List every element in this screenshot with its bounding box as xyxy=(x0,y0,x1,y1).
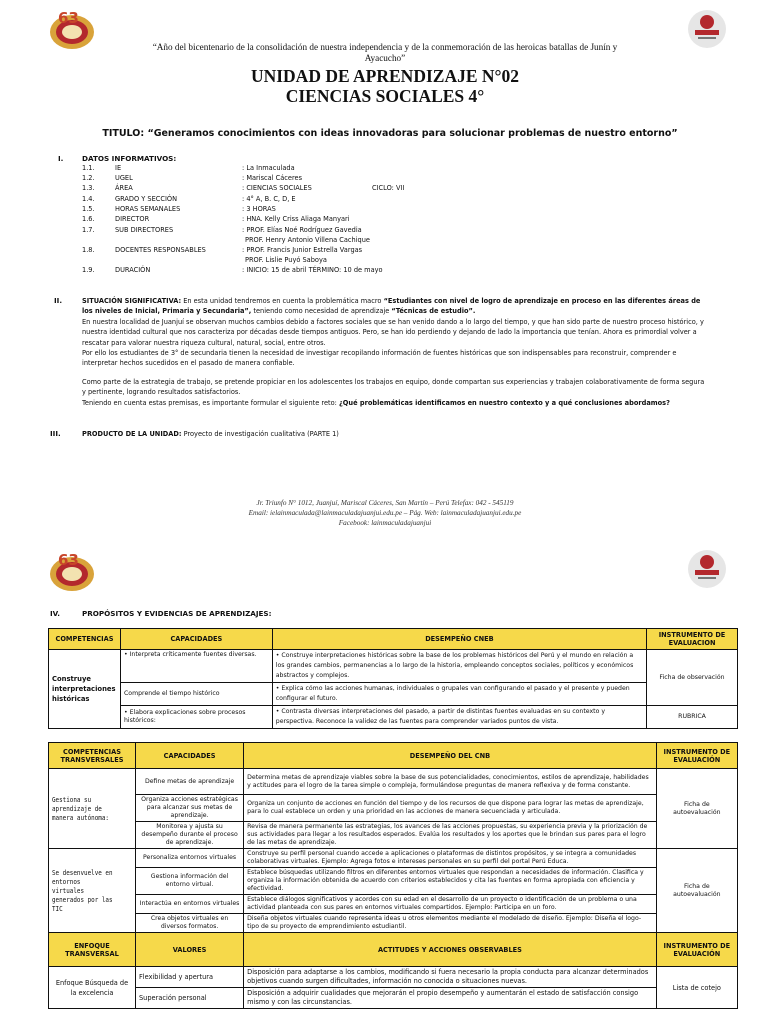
comp-entornos-cell xyxy=(49,849,136,933)
situacion-intro-text: En esta unidad tendremos en cuenta la problemática macro xyxy=(183,297,382,305)
datos-value-2: PROF. Lislie Puyó Saboya xyxy=(245,256,327,264)
comp-gestiona: Gestiona su aprendizaje de manera autónoma: xyxy=(52,794,109,822)
enfoque-cell: Enfoque Búsqueda de la excelencia xyxy=(49,967,136,1009)
situacion-p4: Teniendo en cuenta estas premisas, es importante formular el siguiente reto: xyxy=(82,399,337,407)
situacion-p1: En nuestra localidad de Juanjuí se observan muchos cambios debido a factores sociales que se han venido dando a lo largo del tiempo, y que han sido parte de nuestro proceso histórico, y nuestra identidad cultural que nos caracteriza por décadas desde tiempos antiguos. Pero, se han ido perdiendo y dejando de lado la importancia que tenían. Ahora es primordial volver a rescatar para valorar nuestra riqueza cultural, natural, social, entre otros. xyxy=(82,318,704,347)
th-capacidades: CAPACIDADES xyxy=(136,743,244,769)
th-competencias: COMPETENCIAS xyxy=(49,629,121,650)
capacidad: Comprende el tiempo histórico xyxy=(123,690,220,697)
producto-value: Proyecto de investigación cualitativa (PARTE 1) xyxy=(183,430,339,438)
svg-text:63: 63 xyxy=(58,9,79,27)
competencias-table xyxy=(48,628,738,729)
table-row xyxy=(120,683,272,706)
datos-key: SUB DIRECTORES xyxy=(115,226,174,234)
capacidad: Personaliza entornos virtuales xyxy=(136,849,244,868)
th-enfoque: ENFOQUE TRANSVERSAL xyxy=(49,933,136,967)
desempeno: Revisa de manera permanente las estrategias, los avances de las acciones propuestas, su experiencia previa y la priorización de sus actividades para llegar a los resultados esperados. Evalúa los resultados y los aportes que le brindan sus pares para el logro de las metas de aprendizaje. xyxy=(244,822,657,849)
datos-key: IE xyxy=(115,164,122,172)
datos-key: UGEL xyxy=(115,174,133,182)
desempeno: Contrasta diversas interpretaciones del pasado, a partir de distintas fuentes evaluadas en su contexto y perspectiva. Reconoce la validez de las fuentes para comprender variados puntos de vista. xyxy=(275,708,605,725)
capacidad: Define metas de aprendizaje xyxy=(136,769,244,795)
actitud: Disposición para adaptarse a los cambios, modificando si fuera necesario la propia conducta para alcanzar determinados objetivos cuando surgen dificultades, información no conocida o situaciones nuevas. xyxy=(244,967,657,988)
capacidad: Organiza acciones estratégicas para alcanzar sus metas de aprendizaje. xyxy=(136,795,244,822)
datos-value: : CIENCIAS SOCIALES xyxy=(242,184,312,192)
unit-title-line1: UNIDAD DE APRENDIZAJE N°02 xyxy=(250,66,520,86)
year-motto: “Año del bicentenario de la consolidación de nuestra independencia y de la conmemoración de las heroicas batallas de Junín y Ayacucho” xyxy=(152,42,618,63)
desempeno: Diseña objetos virtuales cuando representa ideas u otros elementos mediante el modelado de diseño. Ejemplo: Diseña el logo-tipo de su proyecto de emprendimiento estudiantil. xyxy=(244,914,657,933)
datos-num: 1.5. xyxy=(82,205,95,213)
datos-value-2: PROF. Henry Antonio Villena Cachique xyxy=(245,236,370,244)
th-desempeno: DESEMPEÑO DEL CNB xyxy=(244,743,657,769)
situacion-p3: Como parte de la estrategia de trabajo, se pretende propiciar en los adolescentes los trabajos en equipo, donde compartan sus experiencias y trabajen colaborativamente de forma segura y pertinente, logrando resultados satisfactorios. xyxy=(82,378,705,397)
capacidad: Gestiona información del entorno virtual. xyxy=(136,868,244,895)
datos-value: : PROF. Francis Junior Estrella Vargas xyxy=(242,246,363,254)
datos-value: : INICIO: 15 de abril TÉRMINO: 10 de mayo xyxy=(242,266,383,274)
section-3-number: III. xyxy=(50,429,61,438)
capacidad: Interactúa en entornos virtuales xyxy=(136,895,244,914)
situacion-need: “Técnicas de estudio”. xyxy=(391,307,476,316)
section-2-number: II. xyxy=(54,296,63,305)
th-competencias-transversales: COMPETENCIAS TRANSVERSALES xyxy=(49,743,136,769)
datos-key: DURACIÓN xyxy=(115,266,151,274)
instrumento-autoevaluacion-1: Ficha de autoevaluación xyxy=(656,769,737,849)
unit-titulo: TITULO: “Generamos conocimientos con ideas innovadoras para solucionar problemas de nuestro entorno” xyxy=(102,128,678,139)
datos-value: : HNA. Kelly Criss Aliaga Manyari xyxy=(242,215,350,223)
section-4-number: IV. xyxy=(50,609,61,618)
datos-key: ÁREA xyxy=(115,184,133,192)
datos-key: DOCENTES RESPONSABLES xyxy=(115,246,206,254)
capacidad: Monitorea y ajusta su desempeño durante el proceso de aprendizaje. xyxy=(136,822,244,849)
datos-value: : Mariscal Cáceres xyxy=(242,174,303,182)
table-row: • Explica cómo las acciones humanas, individuales o grupales van configurando el pasado y el presente y pueden configurar el futuro. xyxy=(272,683,646,706)
page-footer xyxy=(150,498,620,528)
producto-label: PRODUCTO DE LA UNIDAD: xyxy=(82,430,182,438)
school-logo-icon xyxy=(46,8,98,52)
footer-address: Jr. Triunfo N° 1012, Juanjuí, Mariscal Cáceres, San Martín – Perú Telefax: 042 - 545119 xyxy=(256,499,514,507)
unit-title xyxy=(120,66,650,106)
section-1-label: DATOS INFORMATIVOS: xyxy=(82,154,177,163)
situacion-macro: “Estudiantes con nivel de logro de aprendizaje en proceso en las diferentes áreas de los niveles de Inicial, Primaria y Secundaria”, xyxy=(82,297,701,316)
desempeno: Determina metas de aprendizaje viables sobre la base de sus potencialidades, conocimientos, estilos de aprendizaje, habilidades y actitudes para el logro de la tarea simple o compleja, formulándose preguntas de manera reflexiva y de forma constante. xyxy=(244,769,657,795)
actitud: Disposición a adquirir cualidades que mejorarán el propio desempeño y aumentarán el estado de satisfacción consigo mismo y con las circunstancias. xyxy=(244,988,657,1009)
institution-seal-icon xyxy=(682,8,732,50)
th-instrumento: INSTRUMENTO DE EVALUACION xyxy=(647,629,738,650)
table-row: • Construye interpretaciones históricas sobre la base de los problemas históricos del Perú y el mundo en relación a los grandes cambios, permanencias a lo largo de la historia, empleando conceptos sociales, políticos y económicos abstractos y complejos. xyxy=(272,650,646,683)
footer-email: Email: ielainmaculada@lainmaculadajuanjui.edu.pe – Pág. Web: lainmaculadajuanjui.edu.pe xyxy=(248,509,522,517)
table-row: • Elabora explicaciones sobre procesos históricos: xyxy=(120,706,272,729)
th-instrumento-enfoque: INSTRUMENTO DE EVALUACIÓN xyxy=(656,933,737,967)
datos-key: HORAS SEMANALES xyxy=(115,205,181,213)
desempeno: Construye su perfil personal cuando accede a aplicaciones o plataformas de distintos propósitos, y se integra a comunidades colaborativas virtuales. Ejemplo: Agrega fotos e intereses personales en su perfil del portal Perú Educa. xyxy=(244,849,657,868)
table-row: • Contrasta diversas interpretaciones del pasado, a partir de distintas fuentes evaluadas en su contexto y perspectiva. Reconoce la validez de las fuentes para comprender variados puntos de vista. xyxy=(272,706,646,729)
datos-extra: CICLO: VII xyxy=(372,184,405,192)
section-4-label: PROPÓSITOS Y EVIDENCIAS DE APRENDIZAJES: xyxy=(82,609,272,618)
datos-key: DIRECTOR xyxy=(115,215,150,223)
institution-seal-icon xyxy=(682,548,732,590)
situacion-reto-question: ¿Qué problemáticas identificamos en nuestro contexto y a qué conclusiones abordamos? xyxy=(338,399,670,407)
comp-gestiona-cell xyxy=(49,769,136,849)
datos-num: 1.2. xyxy=(82,174,95,182)
th-desempeno: DESEMPEÑO CNEB xyxy=(272,629,646,650)
datos-value: : PROF. Elías Noé Rodríguez Gavedia xyxy=(242,226,362,234)
instrumento-autoevaluacion-2: Ficha de autoevaluación xyxy=(656,849,737,933)
desempeno: Organiza un conjunto de acciones en función del tiempo y de los recursos de que dispone para lograr las metas de aprendizaje, para lo cual establece un orden y una prioridad en las acciones de manera secuenciada y articulada. xyxy=(244,795,657,822)
datos-num: 1.4. xyxy=(82,195,95,203)
situacion-tail: teniendo como necesidad de aprendizaje xyxy=(253,307,390,316)
situacion-reto xyxy=(82,398,710,408)
situacion-p2: Por ello los estudiantes de 3° de secundaria tienen la necesidad de investigar recopilando información de fuentes históricas que son indispensables para reconstruir, comprender e interpretar hechos sucedidos en el pasado de manera confiable. xyxy=(82,349,677,368)
transversales-table xyxy=(48,742,738,1009)
desempeno: Construye interpretaciones históricas sobre la base de los problemas históricos del Perú y el mundo en relación a los grandes cambios, permanencias a lo largo de la historia, empleando conceptos sociales, políticos y económicos abstractos y complejos. xyxy=(275,652,634,679)
footer-facebook: Facebook: lainmaculadajuanjui xyxy=(338,519,432,527)
school-logo-icon xyxy=(46,550,98,594)
datos-num: 1.6. xyxy=(82,215,95,223)
desempeno: Establece búsquedas utilizando filtros en diferentes entornos virtuales que respondan a necesidades de información. Clasifica y organiza la información obtenida de acuerdo con criterios establecidos y cita las fuentes en forma apropiada con eficiencia y efectividad. xyxy=(244,868,657,895)
svg-text:63: 63 xyxy=(58,551,79,569)
rubrica-cell: RUBRICA xyxy=(647,706,738,729)
unit-title-line2: CIENCIAS SOCIALES 4° xyxy=(285,86,485,106)
th-actitudes: ACTITUDES Y ACCIONES OBSERVABLES xyxy=(244,933,657,967)
datos-num: 1.8. xyxy=(82,246,95,254)
competencia-cell: Construye interpretaciones históricas xyxy=(49,650,121,729)
datos-num: 1.1. xyxy=(82,164,95,172)
th-valores: VALORES xyxy=(136,933,244,967)
capacidad: Interpreta críticamente fuentes diversas. xyxy=(129,651,257,658)
datos-value: : La Inmaculada xyxy=(242,164,295,172)
th-capacidades: CAPACIDADES xyxy=(120,629,272,650)
capacidad: Elabora explicaciones sobre procesos históricos: xyxy=(123,709,246,724)
datos-num: 1.3. xyxy=(82,184,95,192)
instrumento-lista-cotejo: Lista de cotejo xyxy=(656,967,737,1009)
datos-value: : 4° A, B. C, D, E xyxy=(242,195,296,203)
section-1-number: I. xyxy=(58,154,64,163)
datos-value: : 3 HORAS xyxy=(242,205,276,213)
situacion-label: SITUACIÓN SIGNIFICATIVA: xyxy=(82,297,182,305)
desempeno: Establece diálogos significativos y acordes con su edad en el desarrollo de un proyecto o identificación de un problema o una actividad planteada con sus pares en entornos virtuales compartidos. Ejemplo: Participa en un foro. xyxy=(244,895,657,914)
producto-line xyxy=(82,429,682,439)
valor: Superación personal xyxy=(136,988,244,1009)
th-instrumento: INSTRUMENTO DE EVALUACIÓN xyxy=(656,743,737,769)
datos-key: GRADO Y SECCIÓN xyxy=(115,195,178,203)
valor: Flexibilidad y apertura xyxy=(136,967,244,988)
capacidad: Crea objetos virtuales en diversos formatos. xyxy=(136,914,244,933)
desempeno: Explica cómo las acciones humanas, individuales o grupales van configurando el pasado y el presente y pueden configurar el futuro. xyxy=(275,685,630,702)
situacion-intro xyxy=(82,296,710,317)
comp-entornos: Se desenvuelve en entornos virtuales generados por las TIC xyxy=(52,867,113,913)
datos-num: 1.7. xyxy=(82,226,95,234)
datos-num: 1.9. xyxy=(82,266,95,274)
table-row: • Interpreta críticamente fuentes diversas. xyxy=(120,650,272,683)
instrumento-cell: Ficha de observación xyxy=(647,650,738,706)
